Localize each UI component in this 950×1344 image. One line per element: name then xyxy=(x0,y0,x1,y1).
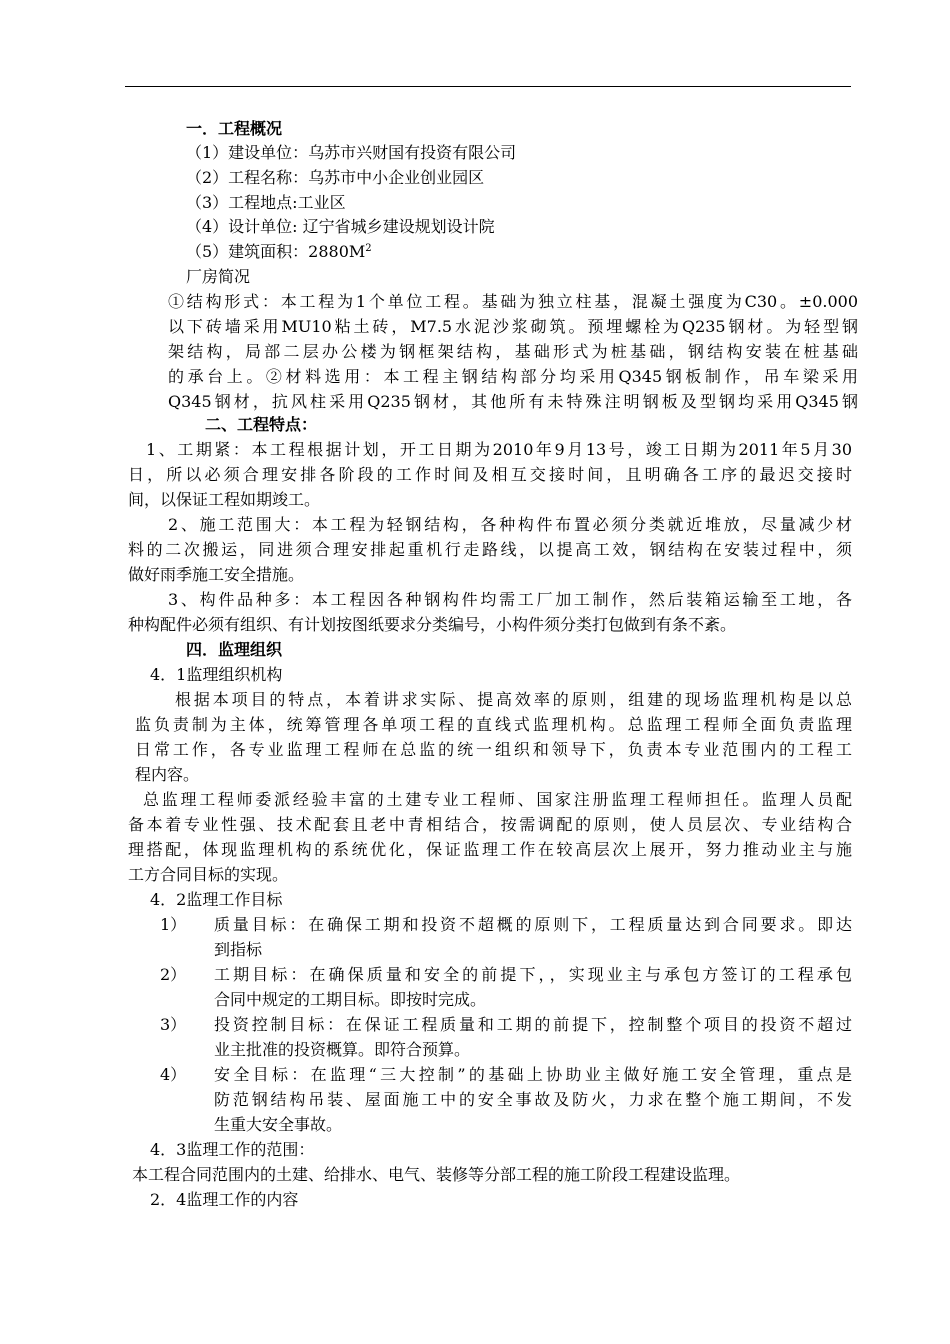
goal-line: 质量目标：在确保工期和投资不超概的原则下，工程质量达到合同要求。即达 xyxy=(214,915,852,934)
paragraph-line: 本工程合同范围内的土建、给排水、电气、装修等分部工程的施工阶段工程建设监理。 xyxy=(132,1165,741,1184)
paragraph-line: 日，所以必须合理安排各阶段的工作时间及相互交接时间，且明确各工序的最迟交接时 xyxy=(128,465,852,484)
factory-line: 架结构，局部二层办公楼为钢框架结构，基础形式为桩基础，钢结构安装在桩基础 xyxy=(168,342,858,361)
goal-line: 工期目标：在确保质量和安全的前提下，，实现业主与承包方签订的工程承包 xyxy=(214,965,852,984)
paragraph-line: 2、施工范围大：本工程为轻钢结构，各种构件布置必须分类就近堆放，尽量减少材 xyxy=(168,515,852,534)
factory-title: 厂房简况 xyxy=(186,267,251,286)
subsection-title: 4．1监理组织机构 xyxy=(150,665,283,684)
goal-line: 安全目标：在监理“三大控制”的基础上协助业主做好施工安全管理，重点是 xyxy=(214,1065,852,1084)
subsection-title: 4．3监理工作的范围： xyxy=(150,1140,315,1159)
header-rule xyxy=(125,86,851,87)
goal-line: 防范钢结构吊装、屋面施工中的安全事故及防火，力求在整个施工期间，不发 xyxy=(214,1090,852,1109)
paragraph-line: 日常工作，各专业监理工程师在总监的统一组织和领导下，负责本专业范围内的工程工 xyxy=(135,740,852,759)
goal-line: 生重大安全事故。 xyxy=(214,1115,343,1134)
paragraph-line: 1、工期紧：本工程根据计划，开工日期为2010年9月13号，竣工日期为2011年5月30 xyxy=(146,440,852,459)
subsection-title: 4．2监理工作目标 xyxy=(150,890,283,909)
factory-line: 以下砖墙采用MU10粘土砖，M7.5水泥沙浆砌筑。预埋螺栓为Q235钢材。为轻型钢 xyxy=(168,317,858,336)
section4-heading: 四．监理组织 xyxy=(186,640,283,659)
list-item: （2）工程名称：乌苏市中小企业创业园区 xyxy=(186,168,485,187)
factory-line: 的承台上。②材料选用：本工程主钢结构部分均采用Q345钢板制作，吊车梁采用 xyxy=(168,367,858,386)
paragraph-line: 备本着专业性强、技术配套且老中青相结合，按需调配的原则，使人员层次、专业结构合 xyxy=(128,815,852,834)
paragraph-line: 种构配件必须有组织、有计划按图纸要求分类编号，小构件须分类打包做到有条不紊。 xyxy=(128,615,737,634)
paragraph-line: 工方合同目标的实现。 xyxy=(128,865,289,884)
paragraph-line: 程内容。 xyxy=(135,765,200,784)
goal-line: 业主批准的投资概算。即符合预算。 xyxy=(214,1040,471,1059)
factory-line: ①结构形式：本工程为1个单位工程。基础为独立柱基，混凝土强度为C30。±0.000 xyxy=(168,292,858,311)
paragraph-line: 料的二次搬运，同进须合理安排起重机行走路线，以提高工效，钢结构在安装过程中，须 xyxy=(128,540,852,559)
goal-number: 2） xyxy=(160,965,187,984)
goal-line: 投资控制目标：在保证工程质量和工期的前提下，控制整个项目的投资不超过 xyxy=(214,1015,852,1034)
paragraph-line: 监负责制为主体，统筹管理各单项工程的直线式监理机构。总监理工程师全面负责监理 xyxy=(135,715,852,734)
subsection-title: 2．4监理工作的内容 xyxy=(150,1190,299,1209)
paragraph-line: 根据本项目的特点，本着讲求实际、提高效率的原则，组建的现场监理机构是以总 xyxy=(175,690,852,709)
section1-heading: 一．工程概况 xyxy=(186,119,283,138)
goal-number: 3） xyxy=(160,1015,187,1034)
goal-number: 1） xyxy=(160,915,187,934)
area-item xyxy=(186,241,372,263)
paragraph-line: 3、构件品种多：本工程因各种钢构件均需工厂加工制作，然后装箱运输至工地，各 xyxy=(168,590,852,609)
goal-line: 到指标 xyxy=(214,940,263,959)
list-item: （4）设计单位: 辽宁省城乡建设规划设计院 xyxy=(186,217,495,236)
goal-line: 合同中规定的工期目标。即按时完成。 xyxy=(214,990,487,1009)
paragraph-line: 间，以保证工程如期竣工。 xyxy=(128,490,321,509)
list-item: （3）工程地点:工业区 xyxy=(186,193,346,212)
area-superscript: 2 xyxy=(365,243,372,254)
list-item: （1）建设单位：乌苏市兴财国有投资有限公司 xyxy=(186,143,517,162)
section2-heading: 二、工程特点： xyxy=(205,415,318,434)
paragraph-line: 做好雨季施工安全措施。 xyxy=(128,565,305,584)
paragraph-line: 理搭配，体现监理机构的系统优化，保证监理工作在较高层次上展开，努力推动业主与施 xyxy=(128,840,852,859)
paragraph-line: 总监理工程师委派经验丰富的土建专业工程师、国家注册监理工程师担任。监理人员配 xyxy=(143,790,852,809)
area-text: （5）建筑面积：2880M xyxy=(186,242,366,261)
factory-line: Q345钢材，抗风柱采用Q235钢材，其他所有未特殊注明钢板及型钢均采用Q345钢 xyxy=(168,392,858,411)
goal-number: 4） xyxy=(160,1065,187,1084)
